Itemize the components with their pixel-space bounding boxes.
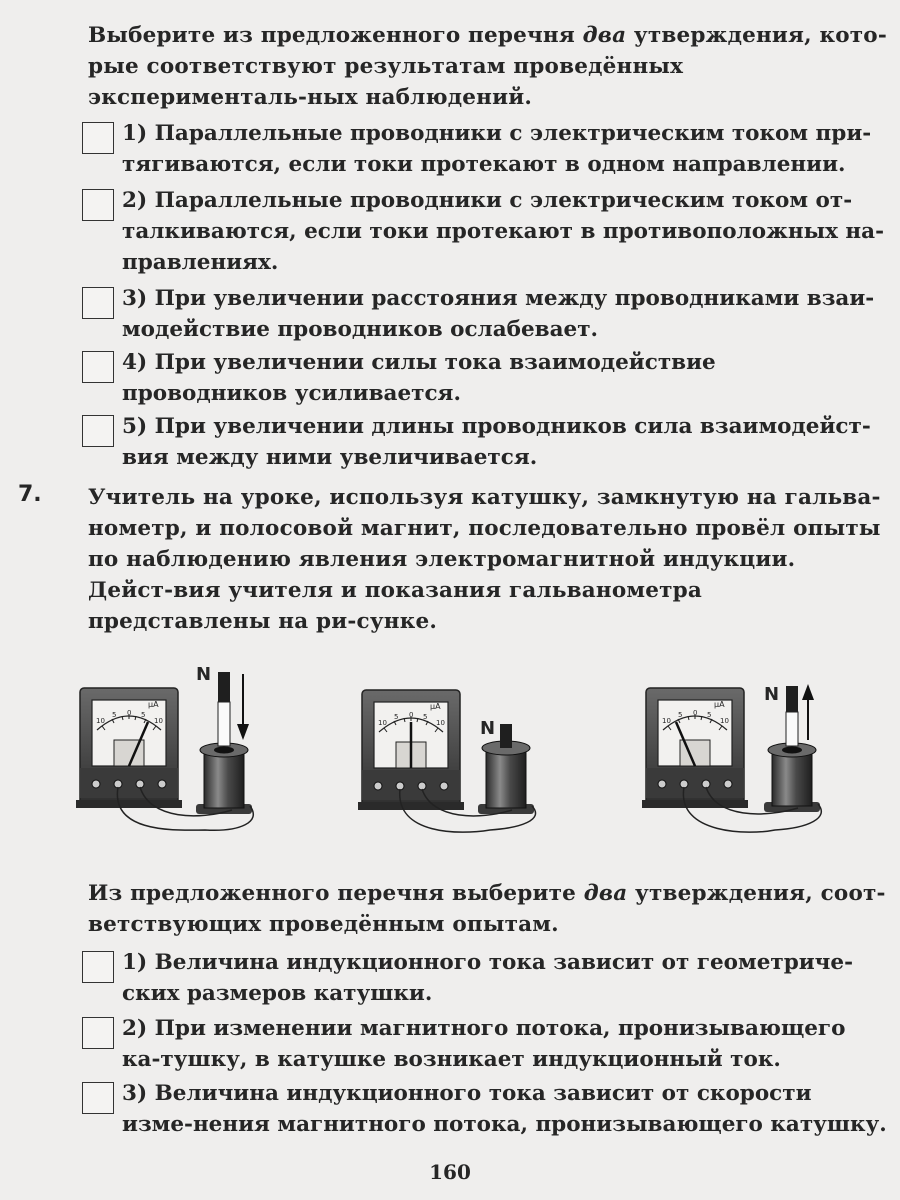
instruction-text-end: утверждения, соот-ветствующих проведённым опытам. bbox=[88, 881, 886, 937]
coil bbox=[764, 743, 820, 812]
option-text: 3) Величина индукционного тока зависит от скорости изме-нения магнитного потока, пронизывающего катушку. bbox=[122, 1081, 887, 1137]
arrow-down-icon bbox=[237, 674, 249, 740]
scale-label: 0 bbox=[693, 709, 698, 717]
emphasis-word: два bbox=[583, 881, 628, 906]
scale-label: 0 bbox=[127, 709, 132, 717]
scale-label: 10 bbox=[96, 717, 105, 725]
magnet-label-2: N bbox=[480, 718, 496, 739]
scale-label: 5 bbox=[141, 711, 146, 719]
scale-label: 5 bbox=[678, 711, 683, 719]
galvanometer-unit-3: μA bbox=[714, 700, 725, 709]
option-text: 2) Параллельные проводники с электрическим током от-талкиваются, если токи протекают в противоположных на-правлениях. bbox=[122, 188, 885, 275]
galvanometer-unit-2: μA bbox=[430, 702, 441, 711]
answer-checkbox[interactable] bbox=[82, 1017, 114, 1049]
scale-label: 10 bbox=[662, 717, 671, 725]
galvanometer bbox=[358, 690, 464, 810]
scale-label: 0 bbox=[409, 711, 414, 719]
page-number: 160 bbox=[429, 1160, 471, 1184]
option-text: 1) Величина индукционного тока зависит от геометриче-ских размеров катушки. bbox=[122, 950, 854, 1006]
scale-label: 5 bbox=[394, 713, 399, 721]
question-number: 7. bbox=[18, 482, 42, 507]
arrow-up-icon bbox=[802, 684, 814, 740]
magnet-label-3: N bbox=[764, 684, 780, 705]
scale-label: 10 bbox=[378, 719, 387, 727]
scale-label: 5 bbox=[112, 711, 117, 719]
emphasis-word: два bbox=[582, 23, 627, 48]
option-text: 4) При увеличении силы тока взаимодействие проводников усиливается. bbox=[122, 350, 716, 406]
instruction-text-end: утверждения, кото-рые соответствуют результатам проведённых эксперименталь-ных наблюдений. bbox=[88, 23, 887, 110]
experiment-1 bbox=[76, 672, 253, 830]
question-text: Учитель на уроке, используя катушку, замкнутую на гальва-нометр, и полосовой магнит, последовательно провёл опыты по наблюдению явления электромагнитной индукции. Дейст-вия учителя и показания гальванометра представлены на ри-сунке. bbox=[88, 485, 881, 634]
scale-label: 10 bbox=[720, 717, 729, 725]
instruction-text: Из предложенного перечня выберите bbox=[88, 881, 584, 906]
magnet-label-1: N bbox=[196, 664, 212, 685]
galvanometer bbox=[642, 688, 748, 808]
scale-label: 10 bbox=[436, 719, 445, 727]
instruction-paragraph-2 bbox=[88, 878, 888, 940]
scale-label: 5 bbox=[423, 713, 428, 721]
experiment-3 bbox=[642, 684, 821, 832]
coil bbox=[196, 743, 252, 814]
option-text: 2) При изменении магнитного потока, пронизывающего ка-тушку, в катушке возникает индукционный ток. bbox=[122, 1016, 846, 1072]
galvanometer bbox=[76, 688, 182, 808]
bar-magnet bbox=[218, 672, 230, 746]
instruction-text: Выберите из предложенного перечня bbox=[88, 23, 583, 48]
option-text: 3) При увеличении расстояния между проводниками взаи-модействие проводников ослабевает. bbox=[122, 286, 875, 342]
bar-magnet bbox=[786, 686, 798, 746]
scale-label: 5 bbox=[707, 711, 712, 719]
galvanometer-unit-1: μA bbox=[148, 700, 159, 709]
scale-label: 10 bbox=[154, 717, 163, 725]
option-text: 5) При увеличении длины проводников сила взаимодейст-вия между ними увеличивается. bbox=[122, 414, 871, 470]
answer-checkbox[interactable] bbox=[82, 951, 114, 983]
experiment-2 bbox=[358, 690, 536, 832]
answer-checkbox[interactable] bbox=[82, 1082, 114, 1114]
option-text: 1) Параллельные проводники с электрическим током при-тягиваются, если токи протекают в одном направлении. bbox=[122, 121, 872, 177]
